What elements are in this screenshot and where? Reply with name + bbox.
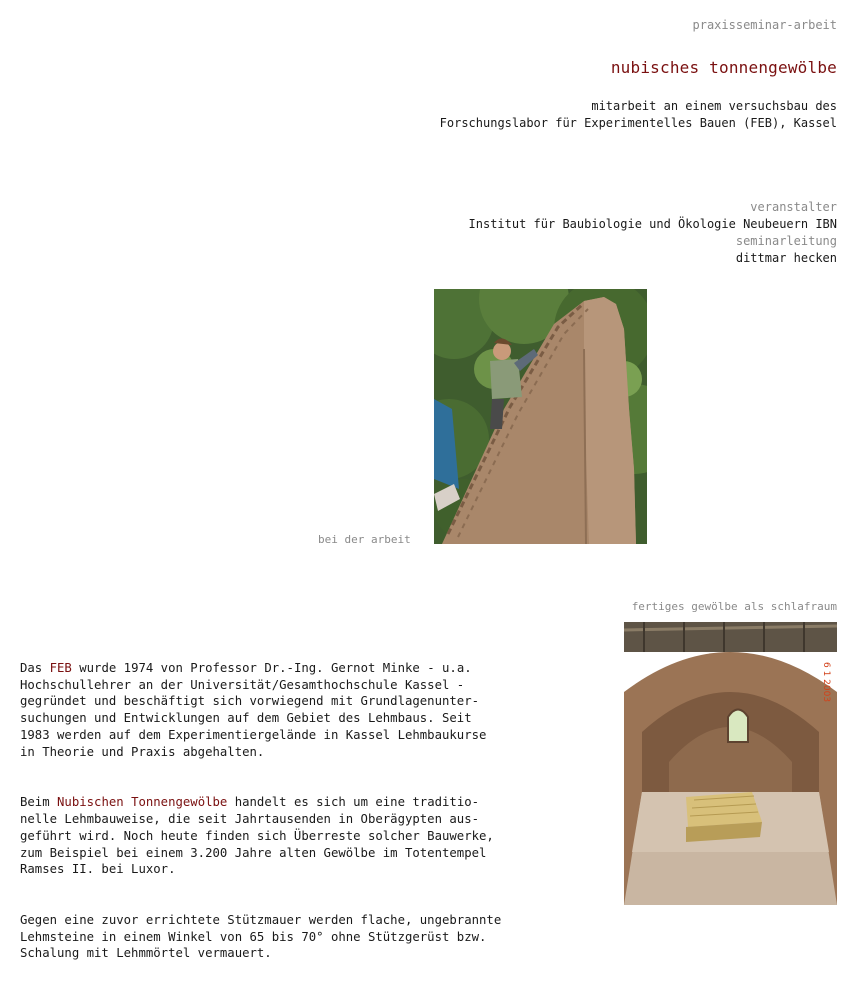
page-subtitle bbox=[440, 98, 837, 132]
lead-value: dittmar hecken bbox=[735, 251, 837, 265]
p2-rest: handelt es sich um eine traditio- nelle Lehmbauweise, die seit Jahrtausenden in Oberägypten aus- geführt wird. Noch heute finden sich Überreste solcher Bauwerke, zum Beispiel bei einem 3.200 Jahre alten Gewölbe im Totentempel Ramses II. bei Luxor. bbox=[20, 795, 494, 877]
page-kicker: praxisseminar-arbeit bbox=[692, 18, 837, 32]
p2-vault-highlight: Nubischen Tonnengewölbe bbox=[57, 795, 228, 810]
seminar-meta bbox=[469, 199, 837, 267]
body-text bbox=[20, 643, 580, 996]
subtitle-line-2: Forschungslabor für Experimentelles Bauen (FEB), Kassel bbox=[439, 116, 837, 130]
photo-finished-vault bbox=[624, 622, 837, 905]
photo1-caption: bei der arbeit bbox=[318, 533, 411, 546]
photo2-caption: fertiges gewölbe als schlafraum bbox=[631, 600, 837, 613]
photo-building-vault bbox=[434, 289, 647, 544]
date-stamp: 6 1 2003 bbox=[821, 662, 831, 703]
subtitle-line-1: mitarbeit an einem versuchsbau des bbox=[591, 99, 837, 113]
p1-rest: wurde 1974 von Professor Dr.-Ing. Gernot Minke - u.a. Hochschullehrer an der Universität/Gesamthochschule Kassel - gegründet und beschäftigt sich vorwiegend mit Grundlagenunter- suchungen und Entwicklungen auf dem Gebiet des Lehmbaus. Seit 1983 werden auf dem Experimentiergelände in Kassel Lehmbaukurse in Theorie und Praxis abgehalten. bbox=[20, 660, 487, 759]
p1-intro: Das bbox=[20, 660, 50, 675]
organizer-label: veranstalter bbox=[750, 200, 837, 214]
p2-intro: Beim bbox=[20, 795, 58, 810]
paragraph-3: Gegen eine zuvor errichtete Stützmauer werden flache, ungebrannte Lehmsteine in einem Winkel von 65 bis 70° ohne Stützgerüst bzw. Schalung mit Lehmmörtel vermauert. bbox=[20, 912, 502, 961]
p1-feb-highlight: FEB bbox=[49, 660, 72, 675]
paragraph-2 bbox=[20, 794, 580, 878]
organizer-value: Institut für Baubiologie und Ökologie Neubeuern IBN bbox=[468, 217, 837, 231]
lead-label: seminarleitung bbox=[735, 234, 837, 248]
paragraph-1 bbox=[20, 660, 580, 761]
page-title: nubisches tonnengewölbe bbox=[610, 58, 837, 77]
